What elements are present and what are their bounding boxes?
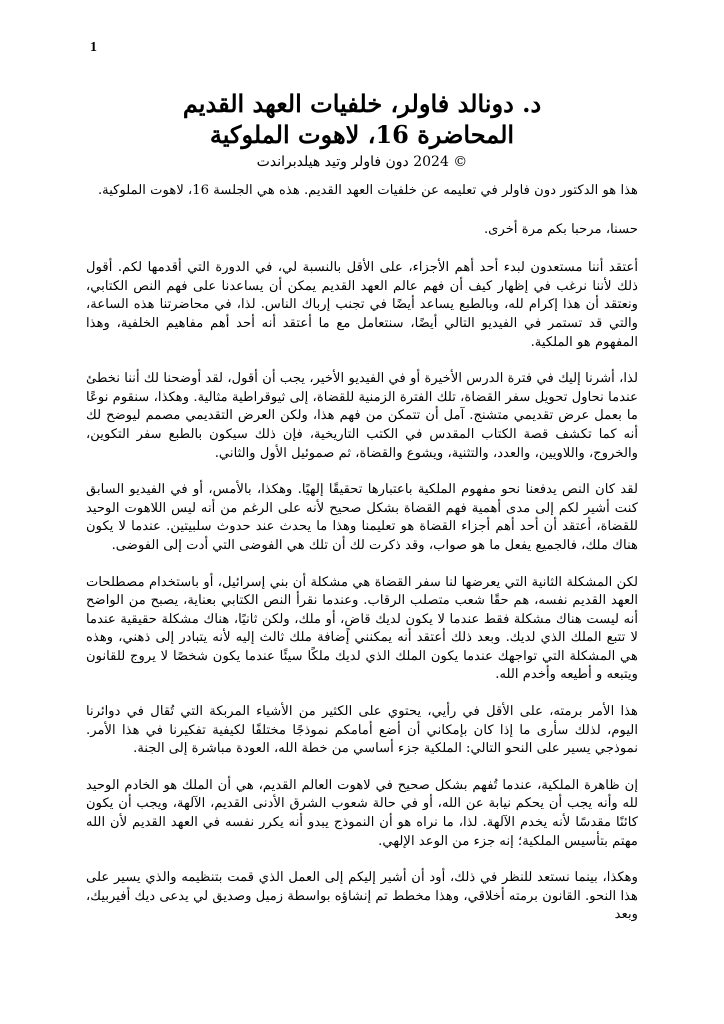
document-title-line-1: د. دونالد فاولر، خلفيات العهد القديم <box>182 89 542 118</box>
paragraph: لذا، أشرنا إليك في فترة الدرس الأخيرة أو في الفيديو الأخير، يجب أن أقول، لقد أوضحنا لك أننا نخطئ عندما نحاول تحويل سفر القضاة، تلك الفترة الزمنية للقضاة، إلى ثيوقراطية مثالية. وهكذا، سنقوم نوعًا ما بعمل عرض تقديمي متشنج. آمل أن تتمكن من فهم هذا، ولكن العرض التقديمي مصمم ليوضح لك أنه كما تكشف قصة الكتاب المقدس في الكتب التاريخية، فإن ذلك سيكون بالطبع سفر التكوين، والخروج، واللاويين، والعدد، والتثنية، ويشوع والقضاة، ثم صموئيل الأول والثاني. <box>86 371 638 461</box>
copyright-notice: © 2024 دون فاولر وتيد هيلدبراندت <box>256 154 468 170</box>
paragraph-greeting: حسنا، مرحبا بكم مرة أخرى. <box>483 221 638 237</box>
paragraph: وهكذا، بينما نستعد للنظر في ذلك، أود أن أشير إليكم إلى العمل الذي قمت بتنظيمه والذي يسير على هذا النحو. القانون برمته أخلاقي، وهذا مخطط تم إنشاؤه بواسطة زميل وصديق لي يدعى ديك أفيربيك، وبعد <box>86 870 638 923</box>
paragraph: لقد كان النص يدفعنا نحو مفهوم الملكية باعتبارها تحقيقًا إلهيًا. وهكذا، بالأمس، أو في الفيديو السابق كنت أشير لكم إلى مدى أهمية فهم القضاة بشكل صحيح لأنه على الرغم من أنه ليس اللاهوت الوحيد للقضاة، أعتقد أن أحد أهم أجزاء القضاة هو تعليمنا وهذا ما يحدث عند حدوث سلبيتين. عندما لا يكون هناك ملك، فالجميع يفعل ما هو صواب، وقد ذكرت لك أن تلك هي الفوضى التي أدت إلى الفوضى. <box>86 482 638 553</box>
paragraph: هذا الأمر برمته، على الأقل في رأيي، يحتوي على الكثير من الأشياء المربكة التي تُقال في دوائرنا اليوم، لذلك سأرى ما إذا كان بإمكاني أن أضع أمامكم نموذجًا مختلفًا لكيفية تفكيرنا في هذا الأمر. نموذجي يسير على النحو التالي: الملكية جزء أساسي من خطة الله، العودة مباشرة إلى الجنة. <box>86 704 638 757</box>
document-body <box>86 182 638 943</box>
paragraph-intro: هذا هو الدكتور دون فاولر في تعليمه عن خلفيات العهد القديم. هذه هي الجلسة 16، لاهوت الملوكية. <box>97 183 638 198</box>
document-header <box>100 88 624 172</box>
paragraph: لكن المشكلة الثانية التي يعرضها لنا سفر القضاة هي مشكلة أن بني إسرائيل، أو باستخدام مصطلحات العهد القديم نفسه، هم حقًا شعب متصلب الرقاب. وعندما نقرأ النص الكتابي بعناية، يصبح من الواضح أنه ليست هناك مشكلة فقط عندما لا يكون لديك قاضٍ، أو ملك، ولكن ثانيًا، هناك مشكلة حقيقية عندما لا تتبع الملك الذي لديك. وبعد ذلك أعتقد أنه يمكنني إضافة ملك ثالث إليه لأنه يتبادر إلى ذهني، وهذه هي المشكلة التي تواجهك عندما يكون الملك الذي لديك ملكًا سيئًا عندما يكون شخصًا لا يروج للقانون ويتبعه و أطيعه وأخدم الله. <box>86 574 638 683</box>
document-title-line-2: المحاضرة 16، لاهوت الملوكية <box>209 120 515 149</box>
paragraph: إن ظاهرة الملكية، عندما تُفهم بشكل صحيح في لاهوت العالم القديم، هي أن الملك هو الخادم الوحيد لله وأنه يجب أن يحكم نيابة عن الله، أو في حالة شعوب الشرق الأدنى القديم، الآلهة، ويجب أن يكون كائنًا مقدسًا لأنه يخدم الآلهة. لذا، ما نراه هو أن النموذج يبدو أنه يكرر نفسه في العهد القديم لأن الله مهتم بتأسيس الملكية؛ إنه جزء من الوعد الإلهي. <box>86 777 638 849</box>
paragraph: أعتقد أننا مستعدون لبدء أحد أهم الأجزاء، على الأقل بالنسبة لي، في الدورة التي أقدمها لكم. أقول ذلك لأننا نرغب في إظهار كيف أن فهم عالم العهد القديم يمكن أن يساعدنا على فهم النص الكتابي، ونعتقد أن هذا إكرام لله، وبالطبع يساعد أيضًا في تجنب إرباك الناس. لذا، في محاضرتنا هذه الساعة، والتي قد تستمر في الفيديو التالي أيضًا، سنتعامل مع ما أعتقد أنه أحد أهم مفاهيم الخلفية، وهذا المفهوم هو الملكية. <box>86 260 638 350</box>
page-number: 1 <box>90 40 97 55</box>
